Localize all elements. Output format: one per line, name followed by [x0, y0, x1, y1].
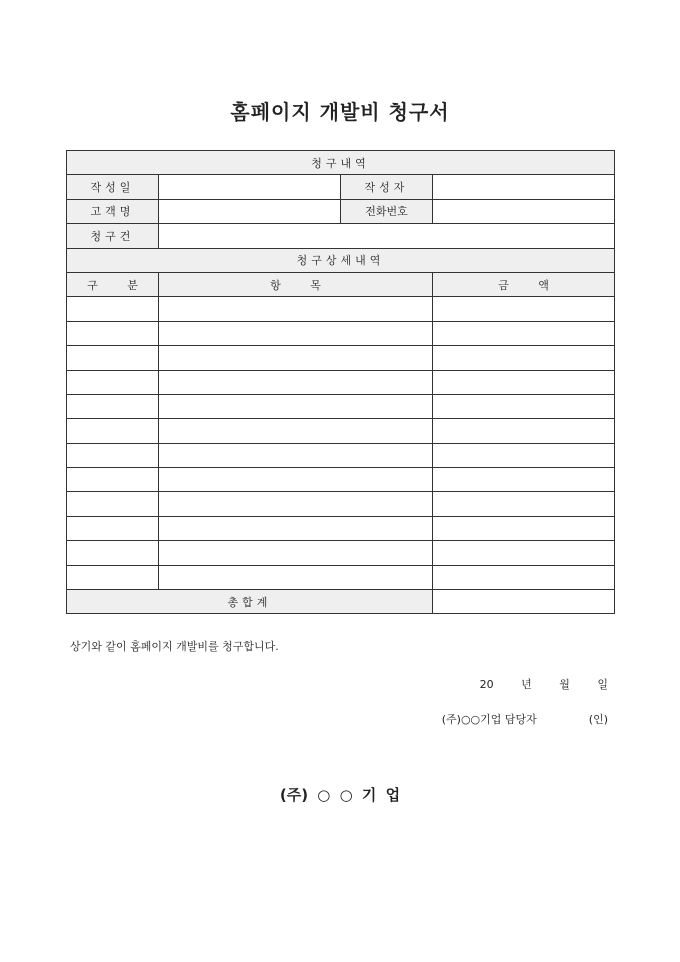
section-request-header: 청구내역 — [67, 151, 615, 175]
subject-field[interactable] — [159, 224, 615, 248]
row-category-cell[interactable] — [67, 516, 159, 540]
row-category-cell[interactable] — [67, 297, 159, 321]
row-amount-cell[interactable] — [433, 516, 615, 540]
row-amount-cell[interactable] — [433, 541, 615, 565]
row-amount-cell[interactable] — [433, 492, 615, 516]
section-detail-header: 청구상세내역 — [67, 248, 615, 272]
row-amount-cell[interactable] — [433, 419, 615, 443]
signature-line — [442, 711, 608, 727]
row-category-cell[interactable] — [67, 321, 159, 345]
phone-field[interactable] — [433, 199, 615, 223]
row-amount-cell[interactable] — [433, 370, 615, 394]
row-amount-cell[interactable] — [433, 297, 615, 321]
table-row — [67, 492, 615, 516]
row-amount-cell[interactable] — [433, 565, 615, 589]
phone-label: 전화번호 — [341, 199, 433, 223]
table-row — [67, 321, 615, 345]
row-item-cell[interactable] — [159, 394, 433, 418]
table-row — [67, 394, 615, 418]
row-category-cell[interactable] — [67, 370, 159, 394]
table-row — [67, 565, 615, 589]
row-amount-cell[interactable] — [433, 443, 615, 467]
date-label: 작성일 — [67, 175, 159, 199]
row-category-cell[interactable] — [67, 565, 159, 589]
row-amount-cell[interactable] — [433, 346, 615, 370]
row-item-cell[interactable] — [159, 419, 433, 443]
table-row — [67, 443, 615, 467]
column-item-header: 항 목 — [159, 272, 433, 296]
signature-text: (주)○○기업 담당자 — [441, 713, 537, 726]
customer-label: 고객명 — [67, 199, 159, 223]
row-item-cell[interactable] — [159, 346, 433, 370]
row-category-cell[interactable] — [67, 541, 159, 565]
row-item-cell[interactable] — [159, 468, 433, 492]
statement-text: 상기와 같이 홈페이지 개발비를 청구합니다. — [70, 640, 279, 653]
author-field[interactable] — [433, 175, 615, 199]
row-amount-cell[interactable] — [433, 394, 615, 418]
company-name: (주) ○ ○ 기 업 — [279, 786, 401, 804]
row-item-cell[interactable] — [159, 370, 433, 394]
row-category-cell[interactable] — [67, 492, 159, 516]
table-row — [67, 346, 615, 370]
row-category-cell[interactable] — [67, 394, 159, 418]
author-label: 작성자 — [341, 175, 433, 199]
row-item-cell[interactable] — [159, 321, 433, 345]
table-row — [67, 370, 615, 394]
row-item-cell[interactable] — [159, 516, 433, 540]
date-year-prefix: 20 — [479, 678, 494, 691]
column-amount-header: 금 액 — [433, 272, 615, 296]
date-line — [480, 676, 608, 692]
date-month-label: 월 — [559, 678, 570, 691]
date-field[interactable] — [159, 175, 341, 199]
row-category-cell[interactable] — [67, 443, 159, 467]
table-row — [67, 297, 615, 321]
subject-label: 청구건 — [67, 224, 159, 248]
row-category-cell[interactable] — [67, 468, 159, 492]
row-item-cell[interactable] — [159, 492, 433, 516]
invoice-table — [66, 150, 615, 614]
row-item-cell[interactable] — [159, 443, 433, 467]
table-row — [67, 468, 615, 492]
table-row — [67, 516, 615, 540]
row-item-cell[interactable] — [159, 297, 433, 321]
customer-field[interactable] — [159, 199, 341, 223]
row-category-cell[interactable] — [67, 346, 159, 370]
total-label: 총합계 — [67, 590, 433, 614]
row-amount-cell[interactable] — [433, 321, 615, 345]
date-day-label: 일 — [597, 678, 608, 691]
row-amount-cell[interactable] — [433, 468, 615, 492]
table-row — [67, 419, 615, 443]
row-category-cell[interactable] — [67, 419, 159, 443]
date-year-label: 년 — [521, 678, 532, 691]
seal-mark: (인) — [588, 713, 608, 726]
row-item-cell[interactable] — [159, 565, 433, 589]
table-row — [67, 541, 615, 565]
document-title: 홈페이지 개발비 청구서 — [230, 100, 450, 124]
row-item-cell[interactable] — [159, 541, 433, 565]
column-category-header: 구 분 — [67, 272, 159, 296]
total-amount-field[interactable] — [433, 590, 615, 614]
